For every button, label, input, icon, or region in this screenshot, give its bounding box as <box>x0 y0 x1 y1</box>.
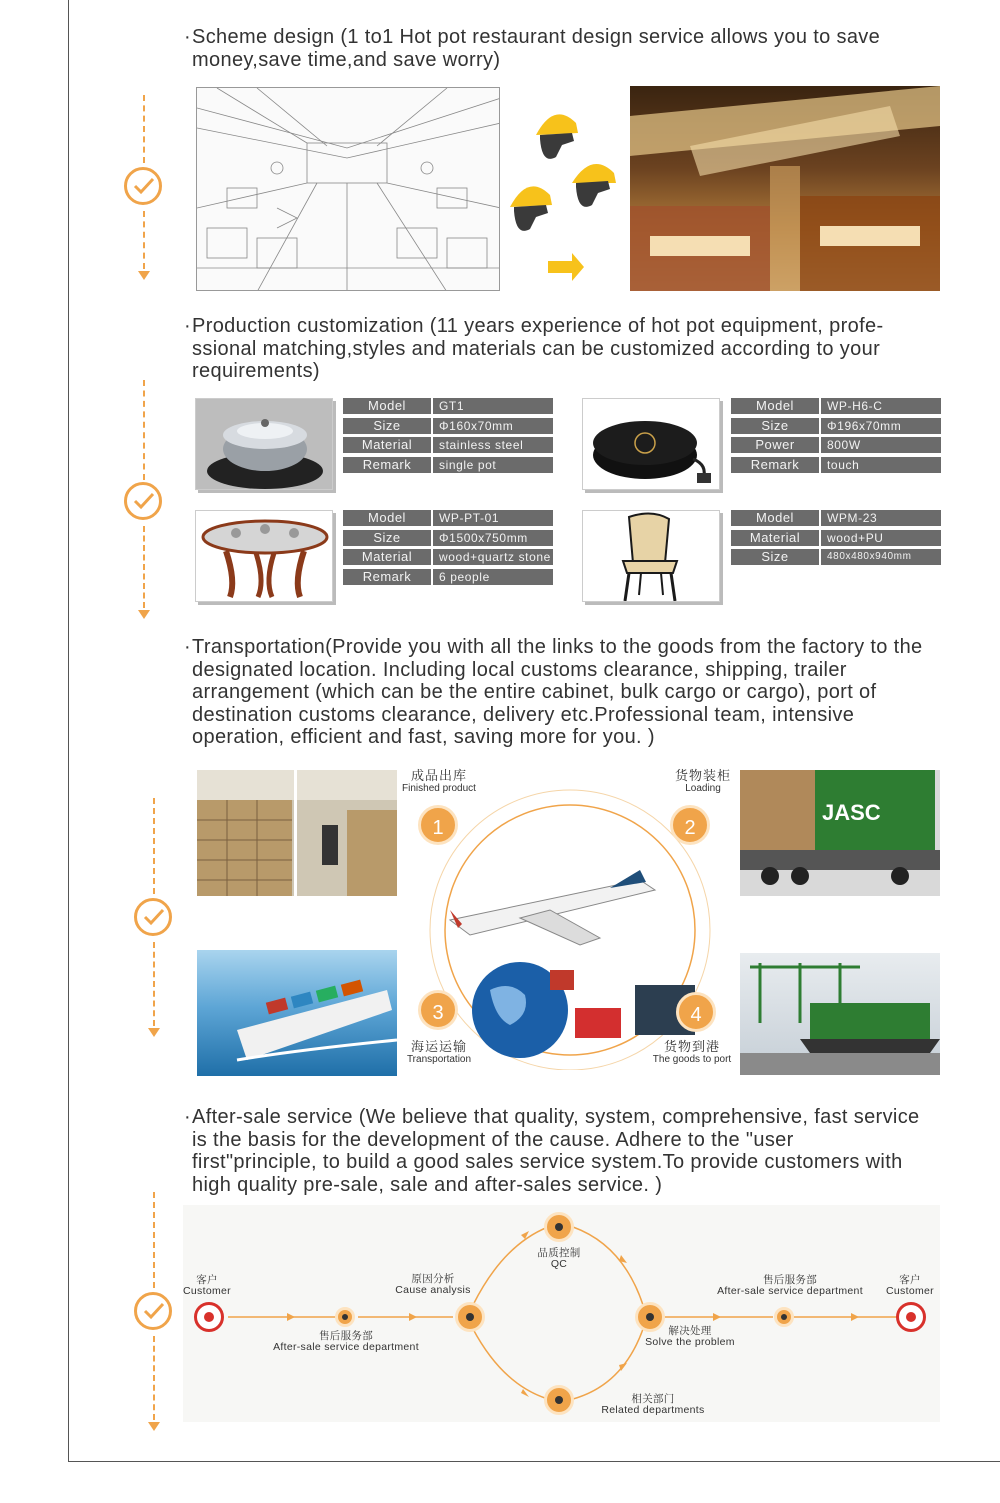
spec-value: WPM-23 <box>821 510 941 526</box>
spec-key: Size <box>343 530 431 546</box>
spec-key: Size <box>343 418 431 434</box>
warehouse-photo <box>197 770 397 896</box>
container-loading-photo <box>740 770 940 896</box>
spec-key: Model <box>343 398 431 414</box>
arrow-down-icon <box>148 1028 160 1037</box>
customer-left-label: 客户 Customer <box>183 1274 231 1297</box>
spec-key: Power <box>731 437 819 453</box>
spec-table-wpm-23 <box>731 510 941 569</box>
step-4-badge: 4 <box>676 992 716 1032</box>
step-2-badge: 2 <box>670 805 710 845</box>
timeline-transport <box>134 798 174 1038</box>
solve-label: 解决处理 Solve the problem <box>645 1325 735 1348</box>
spec-table-wp-h6-c <box>731 398 941 476</box>
arrow-down-icon <box>138 271 150 280</box>
step-1-badge: 1 <box>418 805 458 845</box>
step-3-label: 海运运输 Transportation <box>406 1039 472 1065</box>
spec-key: Model <box>731 398 819 414</box>
spec-key: Remark <box>343 457 431 473</box>
spec-key: Model <box>731 510 819 526</box>
spec-key: Material <box>343 549 431 565</box>
hot-pot-image <box>195 398 333 490</box>
induction-cooker-image <box>582 398 720 490</box>
dept-left-node <box>335 1307 355 1327</box>
spec-key: Size <box>731 549 819 565</box>
arrow-down-icon <box>138 610 150 619</box>
dept-left-label: 售后服务部 After-sale service department <box>273 1330 419 1353</box>
step-1-label: 成品出库 Finished product <box>402 768 476 794</box>
spec-value: Φ196x70mm <box>821 418 941 434</box>
designers-illustration <box>506 95 626 285</box>
qc-label: 品质控制 QC <box>537 1247 581 1270</box>
spec-key: Remark <box>731 457 819 473</box>
dept-right-label: 售后服务部 After-sale service department <box>717 1274 863 1297</box>
step-3-badge: 3 <box>418 990 458 1030</box>
timeline-aftersale <box>134 1192 174 1432</box>
aftersale-title: · After-sale service (We believe that quality, system, comprehensive, fast service is the basis for the development of the cause. Adhere to the "user first"principle, to build a good sales service system.To provide customers with high quality pre-sale, sale and after-sales service. ) <box>184 1106 920 1196</box>
restaurant-sketch-image <box>196 87 500 291</box>
cargo-ship-photo <box>197 950 397 1076</box>
restaurant-photo <box>630 86 940 291</box>
related-node <box>544 1385 574 1415</box>
spec-value: wood+PU <box>821 530 941 546</box>
spec-table-gt1 <box>343 398 553 476</box>
customer-right-node <box>896 1302 926 1332</box>
arrow-down-icon <box>148 1422 160 1431</box>
dept-right-node <box>774 1307 794 1327</box>
customer-left-node <box>194 1302 224 1332</box>
spec-key: Model <box>343 510 431 526</box>
check-icon <box>124 482 162 520</box>
spec-value: wood+quartz stone <box>433 549 553 565</box>
timeline-scheme <box>124 95 164 285</box>
chair-image <box>582 510 720 602</box>
spec-table-wp-pt-01 <box>343 510 553 588</box>
port-photo <box>740 953 940 1075</box>
spec-value: single pot <box>433 457 553 473</box>
spec-value: 800W <box>821 437 941 453</box>
production-title: · Production customization (11 years experience of hot pot equipment, profe-ssional matching,styles and materials can be customized according to your requirements) <box>184 315 884 382</box>
spec-value: WP-PT-01 <box>433 510 553 526</box>
check-icon <box>124 167 162 205</box>
transport-title: · Transportation(Provide you with all the links to the goods from the factory to the designated location. Including local customs clearance, shipping, trailer arrangement (which can be the entire cabinet, bulk cargo or cargo), port of destination customs clearance, delivery etc.Professional team, intensive operation, efficient and fast, saving more for you. ) <box>184 636 923 748</box>
scheme-title: · Scheme design (1 to1 Hot pot restaurant design service allows you to save money,save time,and save worry) <box>184 26 881 71</box>
container-text: JASC <box>822 800 881 825</box>
check-icon <box>134 898 172 936</box>
cause-node <box>455 1302 485 1332</box>
related-label: 相关部门 Related departments <box>601 1393 705 1416</box>
spec-value: Φ1500x750mm <box>433 530 553 546</box>
spec-value: WP-H6-C <box>821 398 941 414</box>
cause-label: 原因分析 Cause analysis <box>395 1273 471 1296</box>
timeline-production <box>124 380 164 620</box>
spec-value: stainless steel <box>433 437 553 453</box>
hot-pot-table-image <box>195 510 333 602</box>
customer-right-label: 客户 Customer <box>886 1274 934 1297</box>
step-4-label: 货物到港 The goods to port <box>652 1039 732 1065</box>
check-icon <box>134 1292 172 1330</box>
qc-node <box>544 1212 574 1242</box>
service-flow-diagram <box>183 1205 940 1422</box>
spec-value: touch <box>821 457 941 473</box>
spec-value: 6 people <box>433 569 553 585</box>
spec-key: Size <box>731 418 819 434</box>
spec-value: 480x480x940mm <box>821 549 941 565</box>
spec-key: Material <box>343 437 431 453</box>
spec-key: Remark <box>343 569 431 585</box>
spec-value: Φ160x70mm <box>433 418 553 434</box>
step-2-label: 货物装柜 Loading <box>674 768 731 794</box>
spec-key: Material <box>731 530 819 546</box>
spec-value: GT1 <box>433 398 553 414</box>
